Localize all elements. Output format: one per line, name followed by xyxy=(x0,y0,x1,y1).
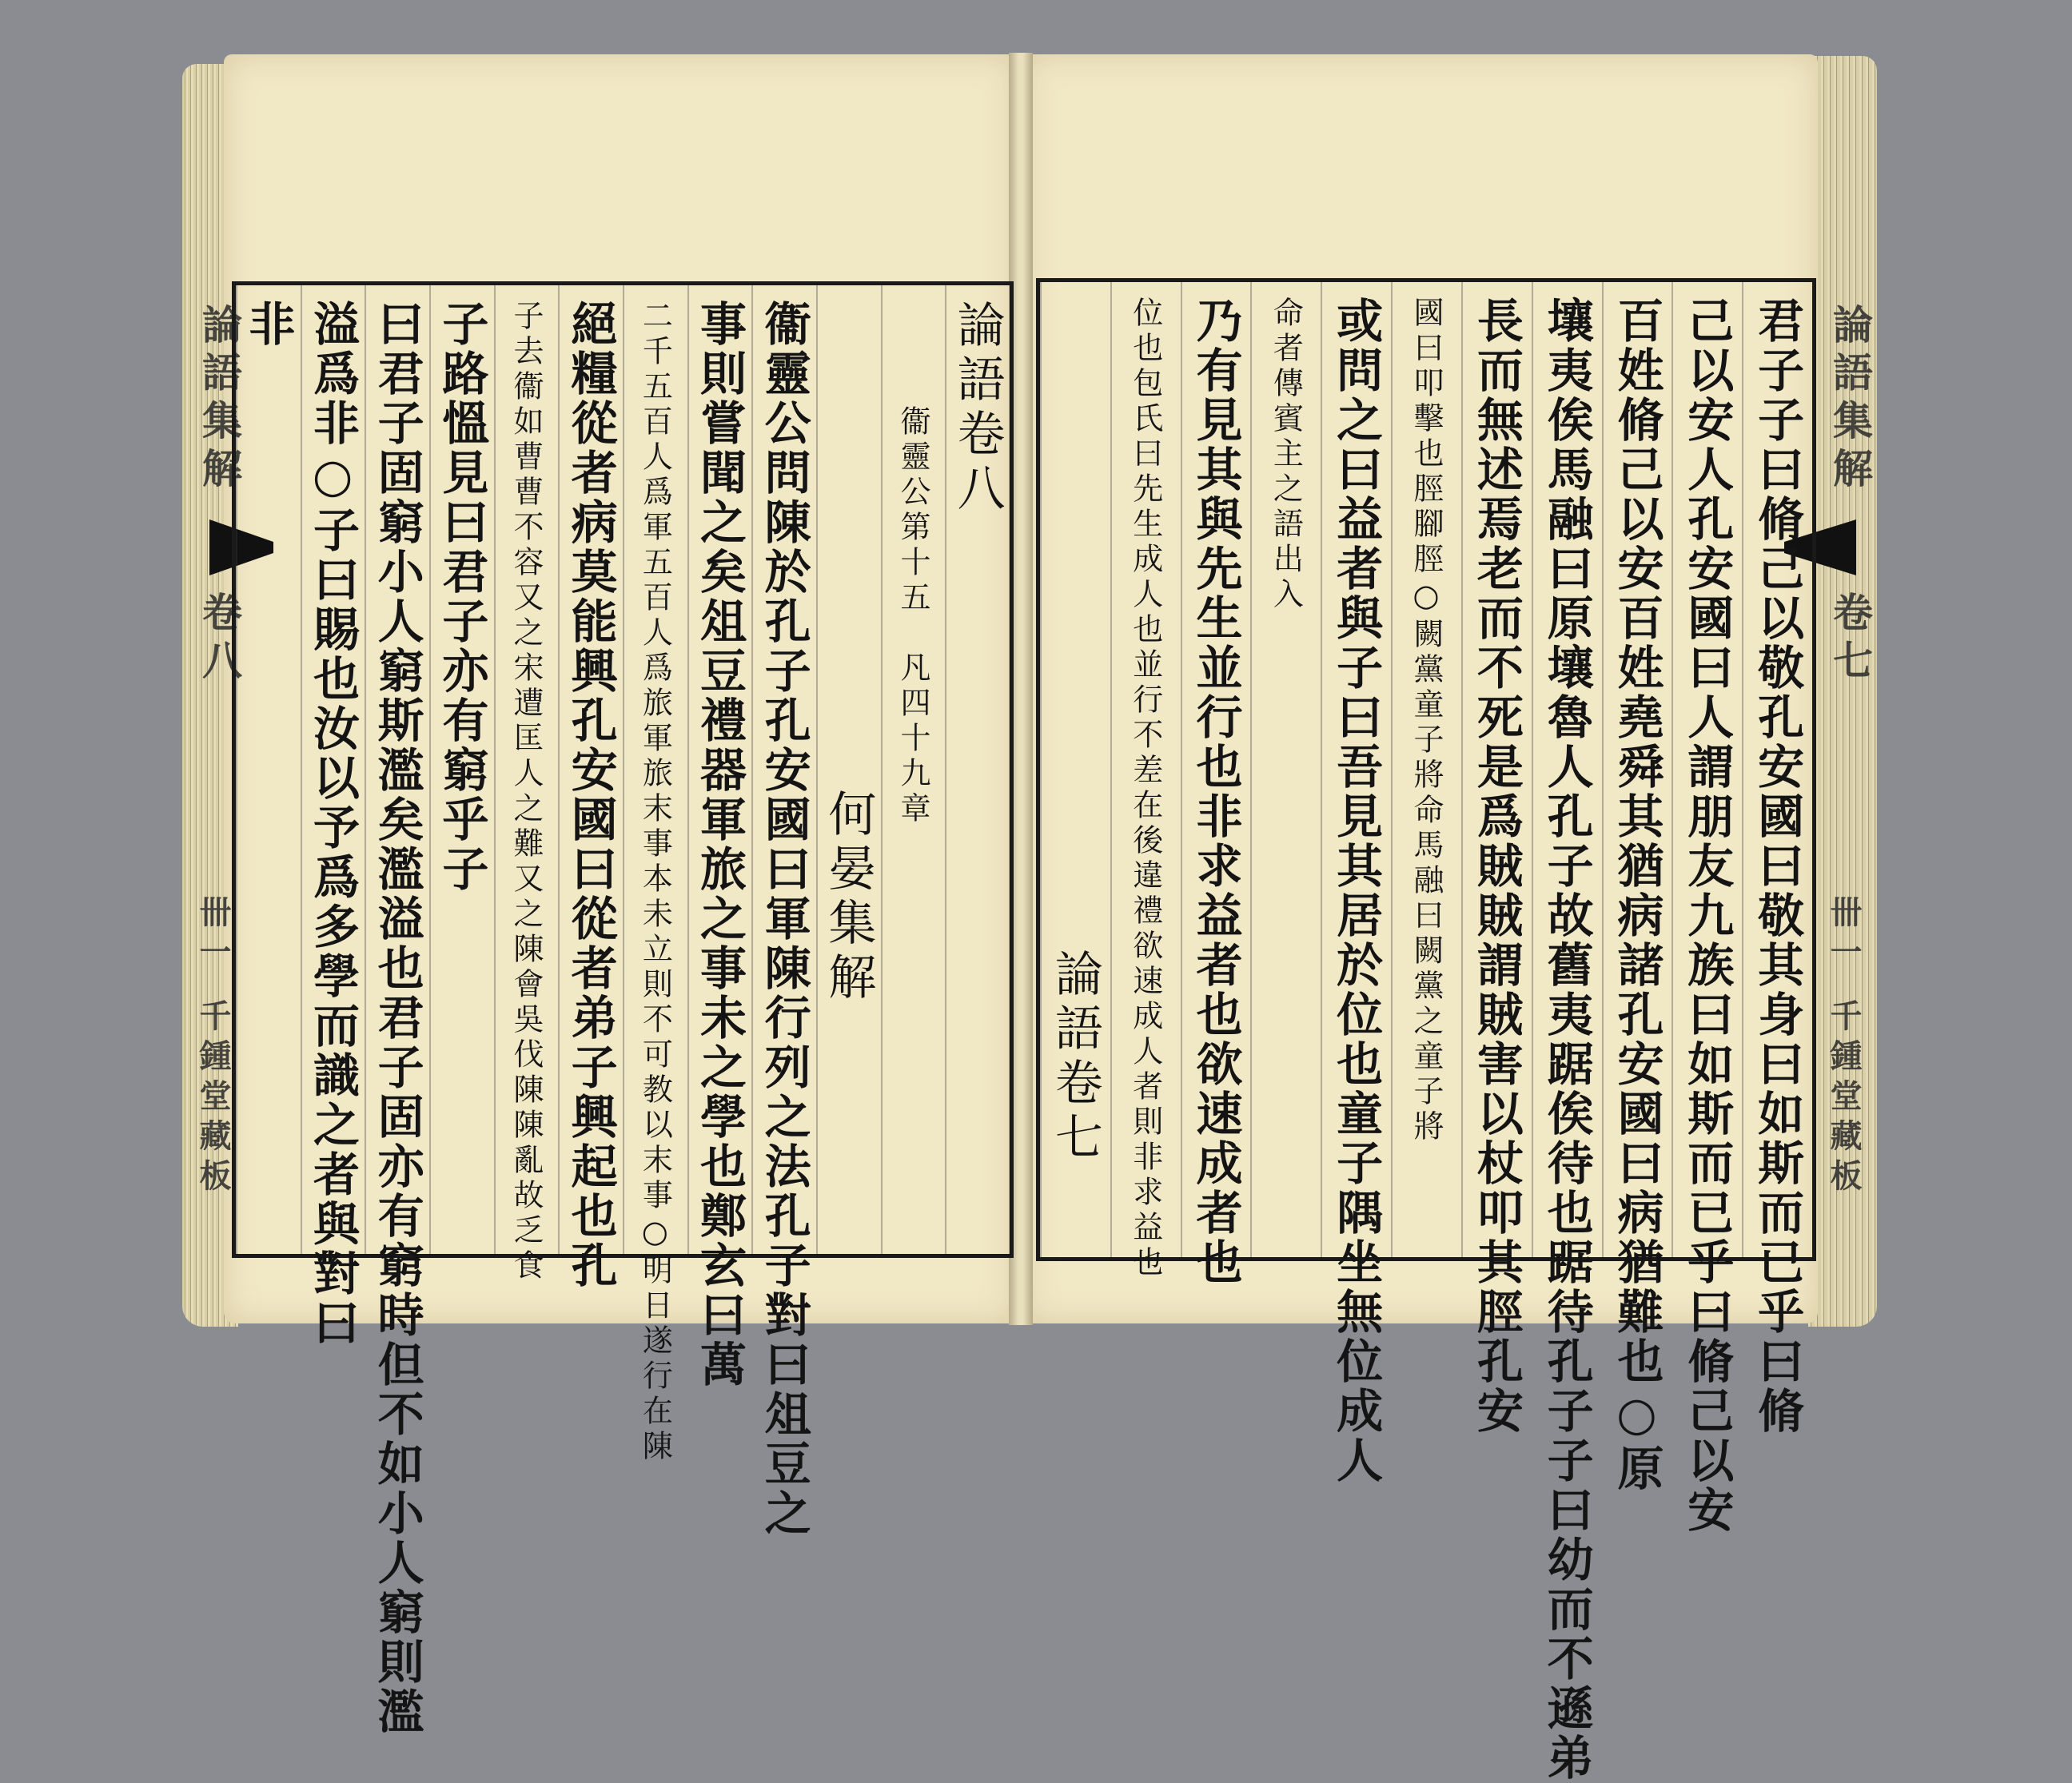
left-text-column: 衞靈公第十五 凡四十九章 xyxy=(895,300,930,827)
right-column-rule xyxy=(1250,282,1252,1257)
left-text-column: 絕糧從者病莫能興孔安國曰從者弟子興起也孔 xyxy=(563,300,618,1291)
right-column-rule xyxy=(1532,282,1533,1257)
left-column-rule xyxy=(429,285,431,1254)
right-text-column: 百姓脩己以安百姓堯舜其猶病諸孔安國曰病猶難也○原 xyxy=(1609,297,1664,1494)
left-text-column: 子去衞如曹曹不容又之宋遭匡人之難又之陳會吳伐陳陳亂故乏食 xyxy=(508,300,544,1284)
left-text-column: 事則嘗聞之矣俎豆禮器軍旅之事未之學也鄭玄曰萬 xyxy=(692,300,747,1390)
right-margin-volume: 卷七 xyxy=(1827,591,1874,687)
left-column-rule xyxy=(945,285,946,1254)
right-column-rule xyxy=(1110,282,1112,1257)
left-text-column: 子路慍見曰君子亦有窮乎子 xyxy=(434,300,489,894)
right-margin-folio: 卌一 xyxy=(1825,895,1863,975)
left-text-column: 論語卷八 xyxy=(949,300,1006,517)
left-text-column: 溢爲非○子曰賜也汝以予爲多學而識之者與對曰 xyxy=(305,300,360,1348)
right-column-rule xyxy=(1602,282,1604,1257)
left-text-frame xyxy=(232,281,1014,1737)
right-text-column: 論語卷七 xyxy=(1046,297,1103,1166)
right-text-column: 或問之曰益者與子曰吾見其居於位也童子隅坐無位成人 xyxy=(1329,297,1384,1486)
left-column-rule xyxy=(365,285,366,1254)
right-column-rule xyxy=(1461,282,1463,1257)
left-margin-folio: 卌一 xyxy=(194,895,232,975)
right-text-column: 位也包氏曰先生成人也並行不差在後違禮欲速成人者則非求益也 xyxy=(1127,297,1163,1281)
left-column-rule xyxy=(816,285,818,1254)
left-column-rule xyxy=(236,285,237,1254)
right-column-rule xyxy=(1672,282,1673,1257)
right-text-column: 己以安人孔安國曰人謂朋友九族曰如斯而已乎曰脩己以安 xyxy=(1680,297,1735,1535)
right-text-column: 國曰叩擊也脛腳脛○闕黨童子將命馬融曰闕黨之童子將 xyxy=(1409,297,1444,1145)
left-text-column: 二千五百人爲軍五百人爲旅軍旅末事本未立則不可教以末事○明日遂行在陳 xyxy=(637,300,673,1465)
right-text-column: 長而無述焉老而不死是爲賊賊謂賊害以杖叩其脛孔安 xyxy=(1468,297,1524,1436)
left-column-rule xyxy=(623,285,624,1254)
right-margin-publisher: 千鍾堂藏板 xyxy=(1825,999,1863,1199)
left-column-rule xyxy=(301,285,302,1254)
right-column-rule xyxy=(1391,282,1393,1257)
left-column-rule xyxy=(881,285,883,1254)
left-column-rule xyxy=(751,285,753,1254)
right-margin-title: 論語集解 xyxy=(1827,304,1874,495)
right-column-rule xyxy=(1742,282,1743,1257)
right-text-column: 乃有見其與先生並行也非求益者也欲速成者也 xyxy=(1188,297,1243,1288)
right-text-frame xyxy=(1036,278,1816,1783)
right-text-column: 命者傳賓主之語出入 xyxy=(1268,297,1304,613)
right-column-rule xyxy=(1181,282,1182,1257)
right-column-rule xyxy=(1040,282,1042,1257)
left-margin-volume: 卷八 xyxy=(196,591,243,687)
left-column-rule xyxy=(558,285,560,1254)
left-text-column: 非 xyxy=(241,300,296,349)
right-text-column: 壤夷俟馬融曰原壤魯人孔子故舊夷踞俟待也踞待孔子子曰幼而不遜弟 xyxy=(1539,297,1594,1783)
right-column-rule xyxy=(1321,282,1322,1257)
left-text-column: 曰君子固窮小人窮斯濫矣濫溢也君子固亦有窮時但不如小人窮則濫 xyxy=(369,300,424,1737)
left-text-column: 衞靈公問陳於孔子孔安國曰軍陳行列之法孔子對曰俎豆之 xyxy=(756,300,811,1538)
right-text-column: 君子子曰脩己以敬孔安國曰敬其身曰如斯而已乎曰脩 xyxy=(1750,297,1805,1436)
left-column-rule xyxy=(687,285,689,1254)
left-text-column: 何晏集解 xyxy=(820,300,877,1006)
left-margin-title: 論語集解 xyxy=(196,304,243,495)
left-margin-publisher: 千鍾堂藏板 xyxy=(194,999,232,1199)
left-column-rule xyxy=(494,285,496,1254)
